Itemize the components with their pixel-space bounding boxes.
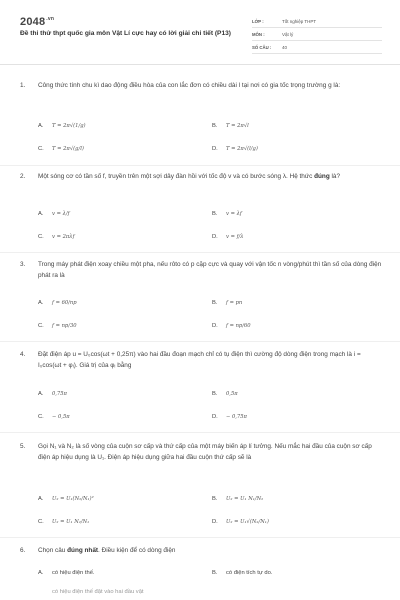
meta-value: Tốt nghiệp THPT: [282, 18, 317, 24]
option-b[interactable]: B. f = pn: [212, 300, 243, 306]
meta-row-subject: [252, 28, 382, 41]
question-divider: [0, 537, 400, 538]
document-title: Đề thi thử thpt quốc gia môn Vật Lí cực hay có lời giải chi tiết (P13): [20, 30, 231, 37]
option-b[interactable]: B. T = 2π√l: [212, 123, 249, 129]
option-a[interactable]: A. T = 2π√(1/g): [38, 123, 86, 129]
question-text: Công thức tính chu kì dao động điều hòa của con lắc đơn có chiều dài l tại nơi có gia tốc trọng trường g là:: [38, 82, 341, 89]
question-1: [20, 80, 382, 91]
question-number: 6.: [20, 547, 26, 554]
meta-row-count: [252, 41, 382, 54]
meta-value: Vật lý: [282, 31, 294, 37]
option-d[interactable]: D. v = f/λ: [212, 234, 244, 240]
question-2: [20, 171, 382, 182]
meta-value: 40: [282, 44, 288, 50]
question-text: Một sóng cơ có tần số f, truyền trên một sợi dây đàn hồi với tốc độ v và có bước sóng λ. Hệ thức đúng là?: [38, 173, 341, 180]
options-q6: [38, 568, 382, 598]
meta-key: SỐ CÂU :: [252, 44, 272, 50]
question-6: [20, 545, 382, 556]
option-c[interactable]: C. − 0,5π: [38, 414, 70, 420]
question-number: 4.: [20, 351, 26, 358]
site-logo[interactable]: $2048^{.vn}$: [20, 16, 55, 28]
option-d[interactable]: D. − 0,75π: [212, 414, 247, 420]
question-text: Trong máy phát điện xoay chiều một pha, nếu rôto có p cặp cực và quay với vận tốc n vòng/phút thì tần số của dòng điện phát ra là: [38, 261, 382, 279]
question-text: Chọn câu đúng nhất. Điều kiện để có dòng điện: [38, 547, 176, 554]
question-divider: [0, 432, 400, 433]
option-a[interactable]: A. U₂ = U₁(N₂/N₁)²: [38, 496, 94, 502]
options-q5: [38, 494, 382, 528]
option-a[interactable]: A. 0,75π: [38, 391, 67, 397]
option-b[interactable]: B. 0,5π: [212, 391, 238, 397]
option-c-partial[interactable]: có hiệu điện thế đặt vào hai đầu vật: [52, 589, 144, 595]
question-divider: [0, 165, 400, 166]
meta-table: [252, 15, 382, 54]
option-d[interactable]: D. T = 2π√(l/g): [212, 146, 258, 152]
question-number: 3.: [20, 261, 26, 268]
question-number: 2.: [20, 173, 26, 180]
option-d[interactable]: D. f = np/60: [212, 323, 251, 329]
question-number: 5.: [20, 443, 26, 450]
question-5: [20, 441, 382, 463]
option-a[interactable]: A. có hiệu điện thế.: [38, 570, 95, 576]
header-divider: [0, 64, 400, 65]
page-header: [0, 0, 400, 62]
option-c[interactable]: C. f = np/30: [38, 323, 77, 329]
option-b[interactable]: B. có điện tích tự do.: [212, 570, 273, 576]
question-text: Đặt điện áp u = U₀cos(ωt + 0,25π) vào hai đầu đoạn mạch chỉ có tụ điện thì cường độ dòng điện trong mạch là i = I₀cos(ωt + φᵢ). Giá trị của φᵢ bằng: [38, 351, 361, 369]
option-d[interactable]: D. U₂ = U₁√(N₂/N₁): [212, 519, 269, 525]
options-q3: [38, 298, 382, 332]
question-divider: [0, 252, 400, 253]
meta-key: MÔN :: [252, 31, 265, 37]
option-c[interactable]: C. U₂ = U₁ N₂/N₁: [38, 519, 90, 525]
option-b[interactable]: B. U₂ = U₁ N₁/N₂: [212, 496, 264, 502]
question-4: [20, 349, 382, 371]
options-q1: [38, 121, 382, 155]
meta-row-class: [252, 15, 382, 28]
meta-key: LỚP :: [252, 18, 264, 24]
question-divider: [0, 341, 400, 342]
option-a[interactable]: A. f = 60/np: [38, 300, 77, 306]
option-a[interactable]: A. v = λ/f: [38, 211, 70, 217]
options-q4: [38, 389, 382, 423]
option-c[interactable]: C. T = 2π√(g/l): [38, 146, 84, 152]
question-3: [20, 259, 382, 281]
question-number: 1.: [20, 82, 26, 89]
question-text: Gọi N₁ và N₂ là số vòng của cuộn sơ cấp và thứ cấp của một máy biến áp lí tưởng. Nếu mắc hai đầu của cuộn sơ cấp điện áp hiệu dụng là U₁. Điện áp hiệu dụng giữa hai đầu cuộn thứ cấp sẽ là: [38, 443, 372, 461]
option-b[interactable]: B. v = λf: [212, 211, 242, 217]
options-q2: [38, 209, 382, 243]
option-c[interactable]: C. v = 2πλf: [38, 234, 75, 240]
